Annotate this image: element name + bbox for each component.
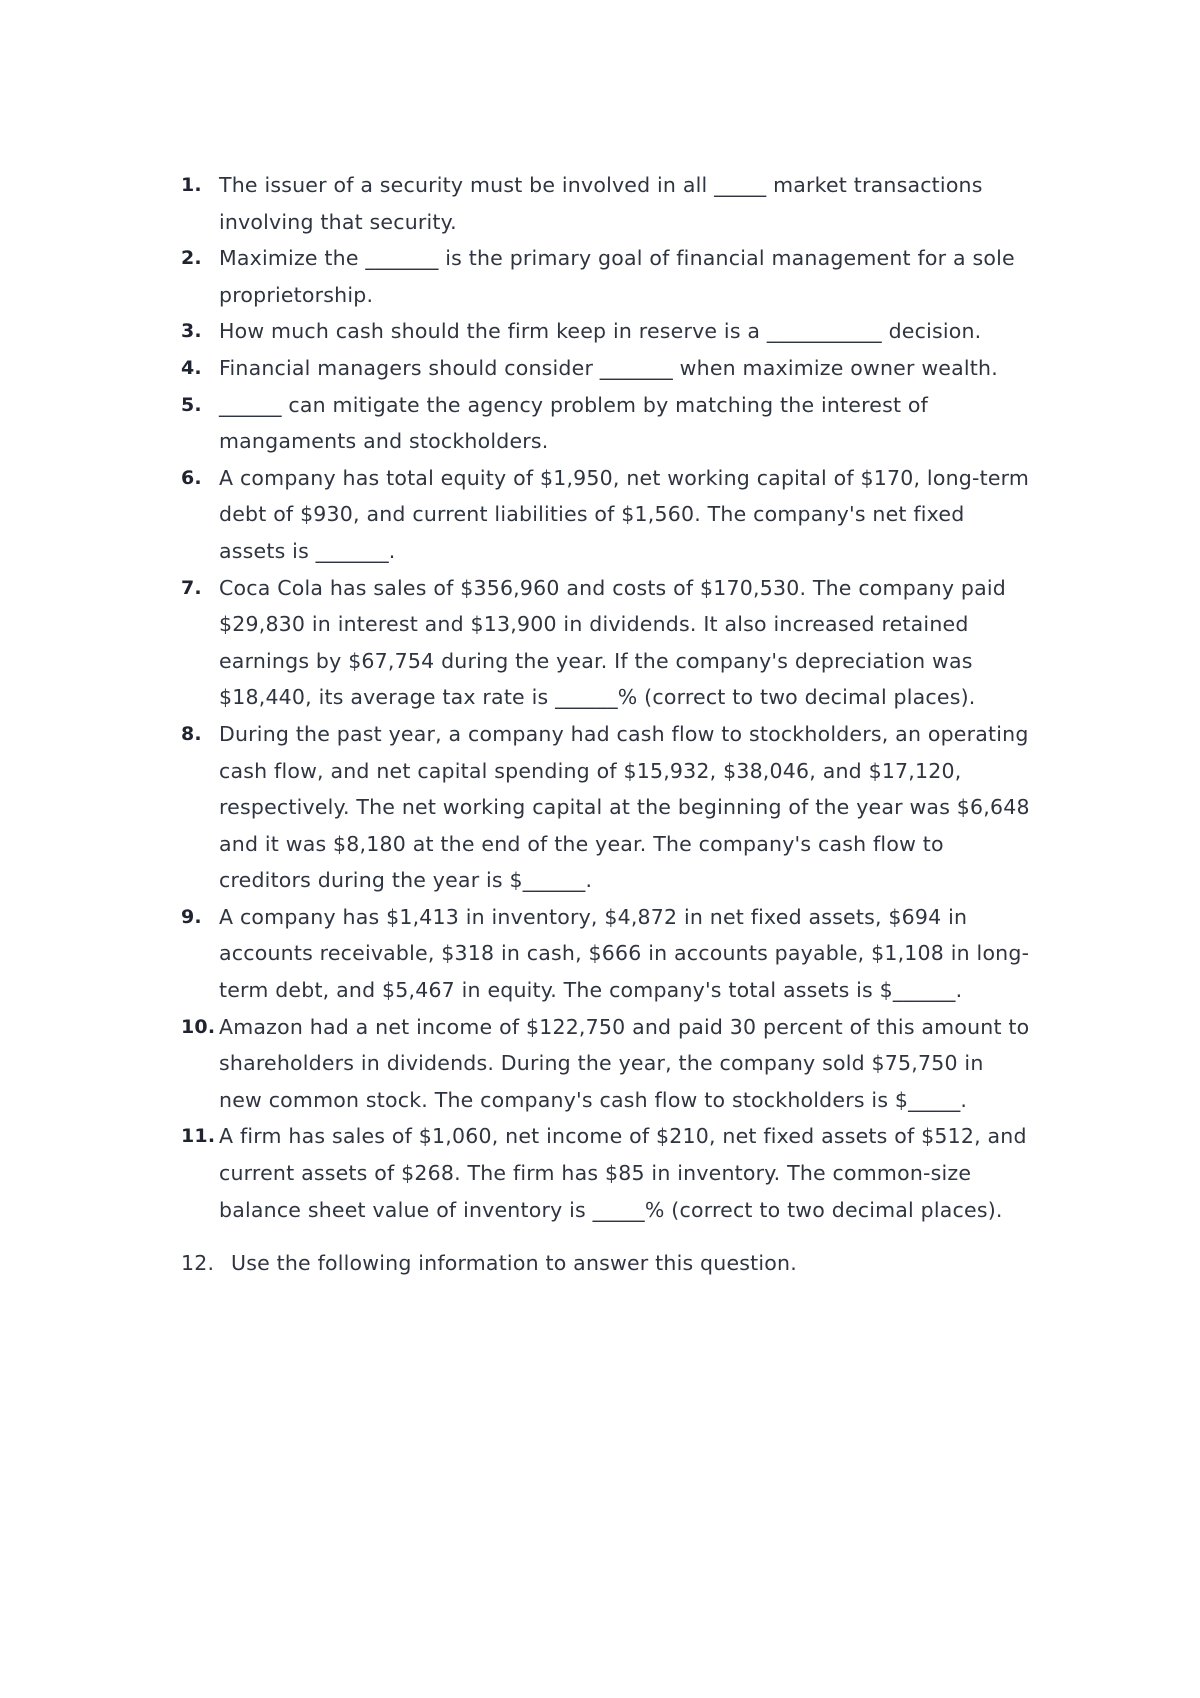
question-item-7 (181, 570, 1031, 716)
question-item-3 (181, 313, 1031, 350)
question-text: During the past year, a company had cash flow to stockholders, an operating cash flow, and net capital spending of $15,932, $38,046, and $17,120, respectively. The net working capital at the beginning of the year was $6,648 and it was $8,180 at the end of the year. The company's cash flow to creditors during the year is $______. (219, 721, 1030, 893)
question-item-1 (181, 167, 1031, 240)
question-number: 12. (181, 1251, 215, 1276)
question-item-10 (181, 1009, 1031, 1119)
question-number: 8. (181, 722, 202, 745)
question-text: Amazon had a net income of $122,750 and paid 30 percent of this amount to shareholders in dividends. During the year, the company sold $75,750 in new common stock. The company's cash flow to stockholders is $_____. (219, 1014, 1030, 1112)
question-item-11 (181, 1118, 1031, 1228)
question-text: The issuer of a security must be involved in all _____ market transactions involving that security. (219, 173, 983, 234)
question-text: Maximize the _______ is the primary goal of financial management for a sole proprietorship. (219, 246, 1015, 307)
question-item-2 (181, 240, 1031, 313)
question-text: How much cash should the firm keep in reserve is a ___________ decision. (219, 319, 982, 344)
question-number: 9. (181, 905, 202, 928)
question-item-12 (181, 1245, 1031, 1282)
question-number: 10. (181, 1015, 216, 1038)
question-number: 7. (181, 576, 202, 599)
question-number: 2. (181, 247, 202, 270)
question-text: A company has total equity of $1,950, net working capital of $170, long-term debt of $930, and current liabilities of $1,560. The company's net fixed assets is _______. (219, 465, 1030, 563)
question-text: A firm has sales of $1,060, net income of $210, net fixed assets of $512, and current assets of $268. The firm has $85 in inventory. The common-size balance sheet value of inventory is _____% (correct to two decimal places). (219, 1124, 1027, 1222)
question-number: 4. (181, 356, 202, 379)
question-number: 5. (181, 393, 202, 416)
question-text: Coca Cola has sales of $356,960 and costs of $170,530. The company paid $29,830 in interest and $13,900 in dividends. It also increased retained earnings by $67,754 during the year. If the company's depreciation was $18,440, its average tax rate is ______% (correct to two decimal places). (219, 575, 1007, 710)
question-number: 1. (181, 174, 202, 196)
question-list (181, 167, 1031, 1282)
question-item-8 (181, 716, 1031, 899)
question-number: 3. (181, 320, 202, 343)
question-item-9 (181, 899, 1031, 1009)
question-text: A company has $1,413 in inventory, $4,872 in net fixed assets, $694 in accounts receivable, $318 in cash, $666 in accounts payable, $1,108 in long-term debt, and $5,467 in equity. The company's total assets is $______. (219, 904, 1030, 1003)
question-number: 11. (181, 1125, 216, 1148)
question-number: 6. (181, 466, 202, 489)
question-text: ______ can mitigate the agency problem by matching the interest of mangaments and stockholders. (219, 392, 929, 454)
question-item-4 (181, 350, 1031, 387)
question-item-5 (181, 387, 1031, 460)
question-item-6 (181, 460, 1031, 570)
question-text: Financial managers should consider _______ when maximize owner wealth. (219, 355, 998, 380)
question-text: Use the following information to answer this question. (231, 1251, 797, 1276)
